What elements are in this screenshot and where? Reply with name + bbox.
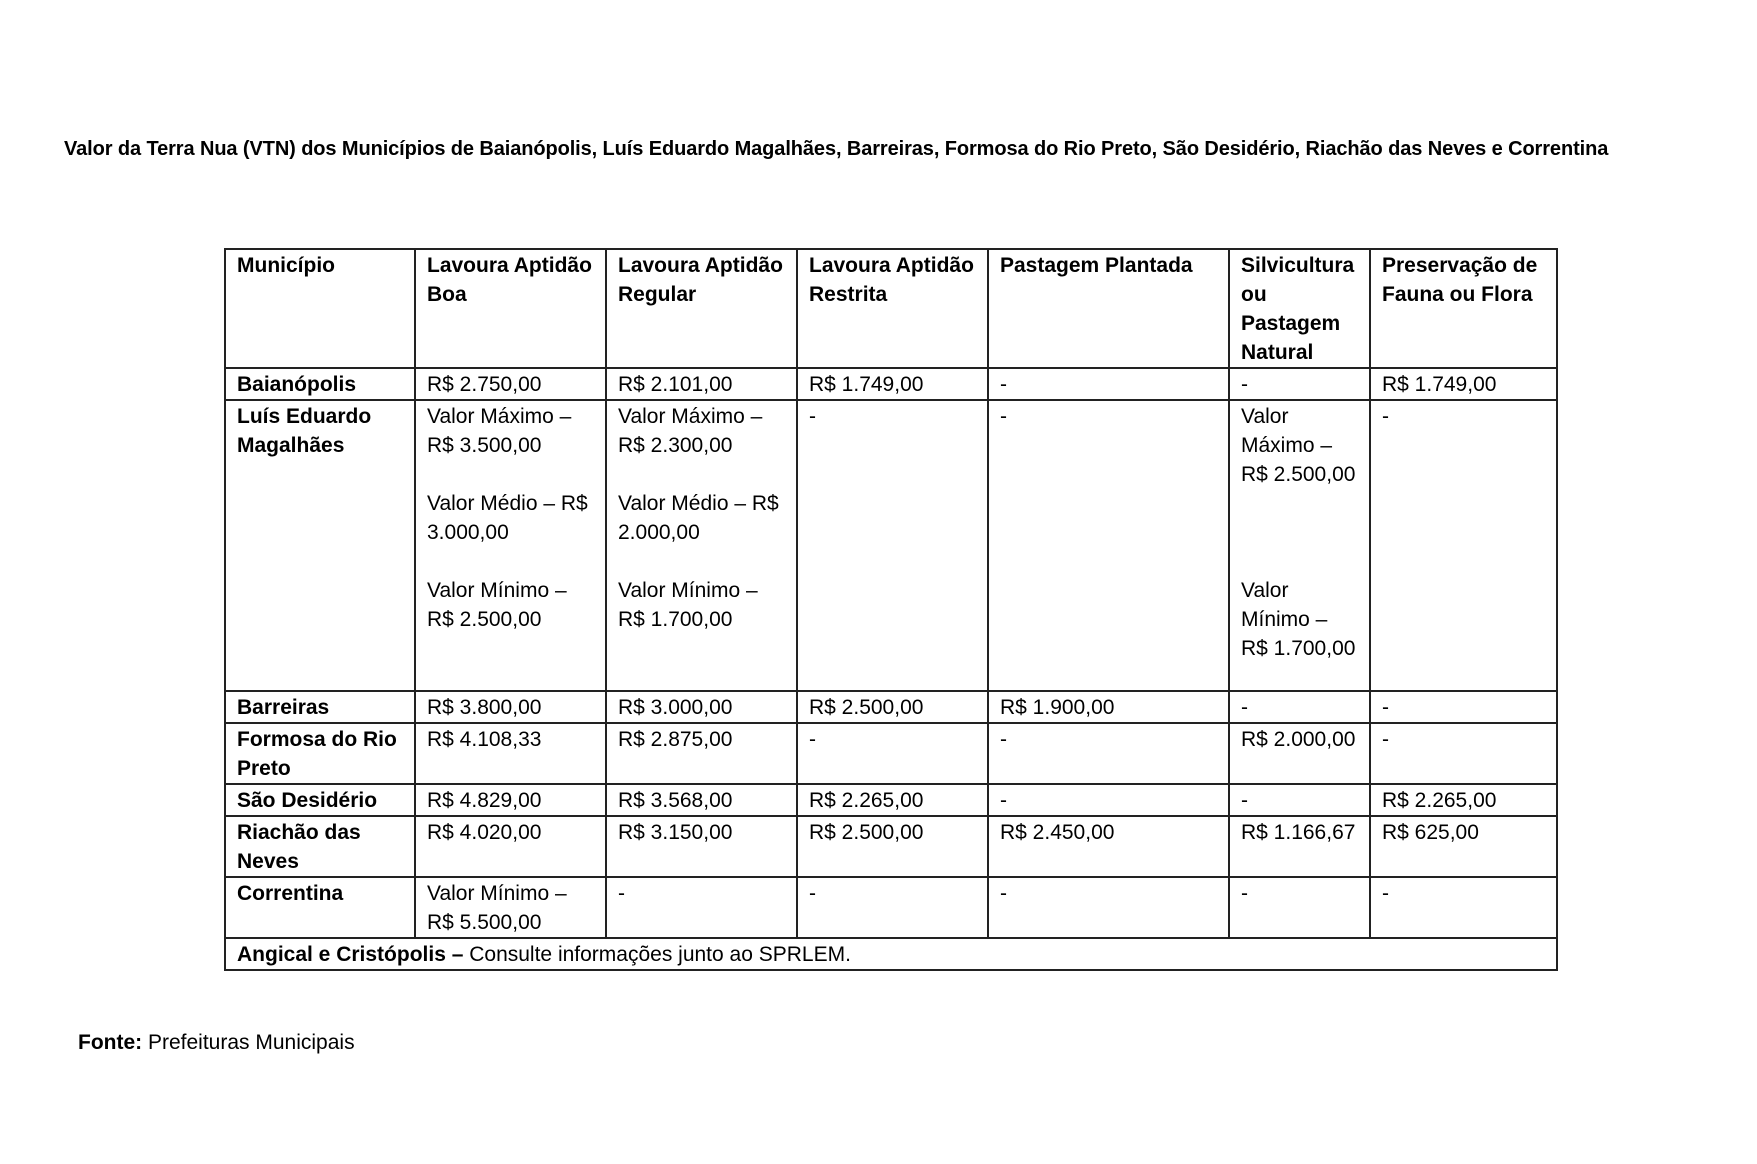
value-cell: R$ 2.500,00 [797,816,988,877]
value-cell: R$ 1.749,00 [1370,368,1557,400]
value-cell: R$ 1.166,67 [1229,816,1370,877]
source-text: Prefeituras Municipais [142,1031,355,1054]
value-cell [606,400,797,691]
header-cell: Município [225,249,415,368]
value-cell: R$ 2.265,00 [1370,784,1557,816]
value-cell: - [1229,877,1370,938]
value-med: Valor Médio – R$ 2.000,00 [618,492,779,544]
value-min: Valor Mínimo – R$ 2.500,00 [427,579,567,631]
value-cell: - [988,400,1229,691]
municipio-cell: Formosa do Rio Preto [225,723,415,784]
value-cell: R$ 4.108,33 [415,723,606,784]
value-cell: R$ 1.900,00 [988,691,1229,723]
value-cell: R$ 2.450,00 [988,816,1229,877]
municipio-cell: Correntina [225,877,415,938]
value-cell: - [1370,400,1557,691]
value-cell: - [797,723,988,784]
value-cell: R$ 2.500,00 [797,691,988,723]
value-cell: - [988,877,1229,938]
footer-note-text: Consulte informações junto ao SPRLEM. [463,943,851,966]
value-cell: R$ 2.101,00 [606,368,797,400]
municipio-cell: Baianópolis [225,368,415,400]
document-title: Valor da Terra Nua (VTN) dos Municípios de Baianópolis, Luís Eduardo Magalhães, Barreiras, Formosa do Rio Preto, São Desidério, Riachão das Neves e Correntina [64,138,1609,160]
value-max: Valor Máximo – R$ 3.500,00 [427,405,572,457]
value-min: Valor Mínimo – R$ 1.700,00 [1241,579,1356,660]
municipio-cell: São Desidério [225,784,415,816]
value-cell: R$ 1.749,00 [797,368,988,400]
table-row [225,723,1557,784]
value-cell: R$ 625,00 [1370,816,1557,877]
header-cell: Lavoura Aptidão Boa [415,249,606,368]
municipio-cell: Riachão das Neves [225,816,415,877]
value-max: Valor Máximo – R$ 2.500,00 [1241,405,1356,486]
table-row [225,691,1557,723]
value-cell: R$ 3.000,00 [606,691,797,723]
value-med: Valor Médio – R$ 3.000,00 [427,492,588,544]
value-cell: - [988,368,1229,400]
municipio-cell: Barreiras [225,691,415,723]
value-cell: R$ 2.265,00 [797,784,988,816]
header-cell: Lavoura Aptidão Regular [606,249,797,368]
municipio-cell: Luís Eduardo Magalhães [225,400,415,691]
value-cell: - [1370,691,1557,723]
value-cell: - [797,400,988,691]
value-cell [415,400,606,691]
value-cell: R$ 3.150,00 [606,816,797,877]
header-cell: Silvicultura ou Pastagem Natural [1229,249,1370,368]
value-min: Valor Mínimo – R$ 1.700,00 [618,579,758,631]
source-note [78,1031,355,1055]
source-label: Fonte: [78,1031,143,1054]
table-row [225,877,1557,938]
table-footer-row [225,938,1557,970]
value-cell: R$ 4.020,00 [415,816,606,877]
value-cell: R$ 2.000,00 [1229,723,1370,784]
header-cell: Lavoura Aptidão Restrita [797,249,988,368]
table-row [225,816,1557,877]
header-cell: Pastagem Plantada [988,249,1229,368]
value-cell: - [988,723,1229,784]
value-cell: Valor Mínimo – R$ 5.500,00 [415,877,606,938]
header-cell: Preservação de Fauna ou Flora [1370,249,1557,368]
value-cell: R$ 3.568,00 [606,784,797,816]
value-cell [1229,400,1370,691]
table-row [225,400,1557,691]
table-row [225,368,1557,400]
value-cell: - [1229,368,1370,400]
value-cell: R$ 2.750,00 [415,368,606,400]
value-cell: R$ 3.800,00 [415,691,606,723]
value-cell: - [797,877,988,938]
footer-note-bold: Angical e Cristópolis – [237,943,464,966]
value-cell: R$ 2.875,00 [606,723,797,784]
value-cell: - [1229,784,1370,816]
value-cell: - [1370,877,1557,938]
value-max: Valor Máximo – R$ 2.300,00 [618,405,763,457]
value-cell: R$ 4.829,00 [415,784,606,816]
value-cell: - [1370,723,1557,784]
value-cell: - [988,784,1229,816]
table-row [225,784,1557,816]
vtn-table [224,248,1558,971]
value-cell: - [606,877,797,938]
value-cell: - [1229,691,1370,723]
table-header-row [225,249,1557,368]
footer-note [225,938,1557,970]
